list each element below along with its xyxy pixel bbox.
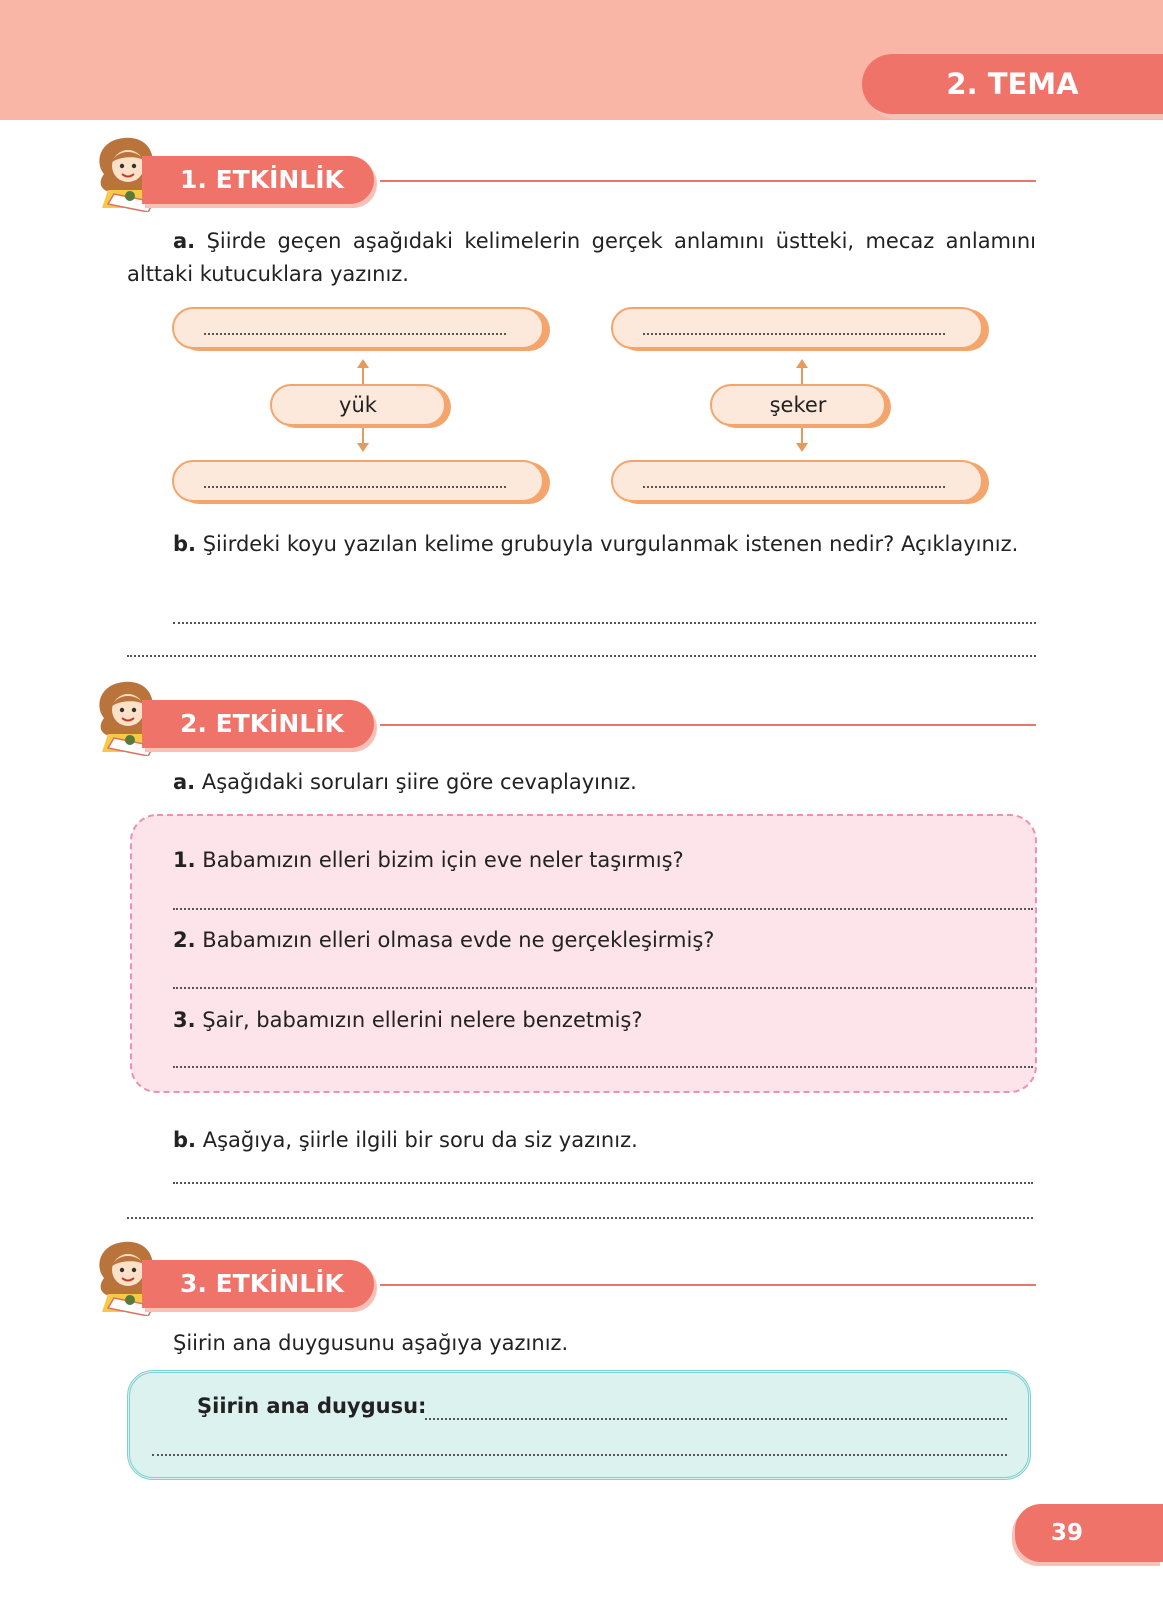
activity2-b-instruction: b. Aşağıya, şiirle ilgili bir soru da siz yazınız.	[173, 1128, 638, 1152]
main-emotion-field[interactable]	[425, 1418, 1007, 1420]
main-emotion-label: Şiirin ana duygusu:	[197, 1394, 427, 1418]
answer-line[interactable]	[173, 622, 1036, 624]
main-emotion-box	[127, 1370, 1031, 1480]
word-seker: şeker	[710, 384, 886, 426]
answer-line[interactable]	[173, 1182, 1033, 1184]
question-2: 2. Babamızın elleri olmasa evde ne gerçekleşirmiş?	[173, 928, 715, 952]
activity2-divider	[380, 724, 1036, 726]
answer-line[interactable]	[152, 1454, 1007, 1456]
yuk-literal-field[interactable]	[172, 307, 544, 349]
question-3: 3. Şair, babamızın ellerini nelere benzetmiş?	[173, 1008, 643, 1032]
activity2-a-instruction: a. Aşağıdaki soruları şiire göre cevaplayınız.	[173, 770, 637, 794]
theme-badge: 2. TEMA	[862, 54, 1163, 114]
activity3-instruction: Şiirin ana duygusunu aşağıya yazınız.	[173, 1331, 569, 1355]
activity3-title: 3. ETKİNLİK	[142, 1260, 374, 1308]
down-arrow-icon	[362, 428, 364, 450]
seker-figurative-field[interactable]	[611, 460, 983, 502]
page-number: 39	[1015, 1504, 1163, 1562]
answer-line[interactable]	[173, 908, 1033, 910]
question-1: 1. Babamızın elleri bizim için eve neler taşırmış?	[173, 848, 684, 872]
activity3-divider	[380, 1284, 1036, 1286]
answer-line[interactable]	[173, 1066, 1033, 1068]
activity1-title: 1. ETKİNLİK	[142, 156, 374, 204]
up-arrow-icon	[362, 361, 364, 385]
up-arrow-icon	[801, 361, 803, 385]
answer-line[interactable]	[173, 987, 1033, 989]
yuk-figurative-field[interactable]	[172, 460, 544, 502]
activity1-b-instruction: b. Şiirdeki koyu yazılan kelime grubuyla vurgulanmak istenen nedir? Açıklayınız.	[173, 532, 1019, 556]
answer-line[interactable]	[127, 655, 1036, 657]
down-arrow-icon	[801, 428, 803, 450]
activity1-divider	[380, 180, 1036, 182]
word-yuk: yük	[270, 384, 446, 426]
activity2-title: 2. ETKİNLİK	[142, 700, 374, 748]
answer-line[interactable]	[127, 1217, 1033, 1219]
seker-literal-field[interactable]	[611, 307, 983, 349]
activity1-a-instruction: a. Şiirde geçen aşağıdaki kelimelerin gerçek anlamını üstteki, mecaz anlamını alttaki kutucuklara yazınız.	[127, 229, 1036, 286]
